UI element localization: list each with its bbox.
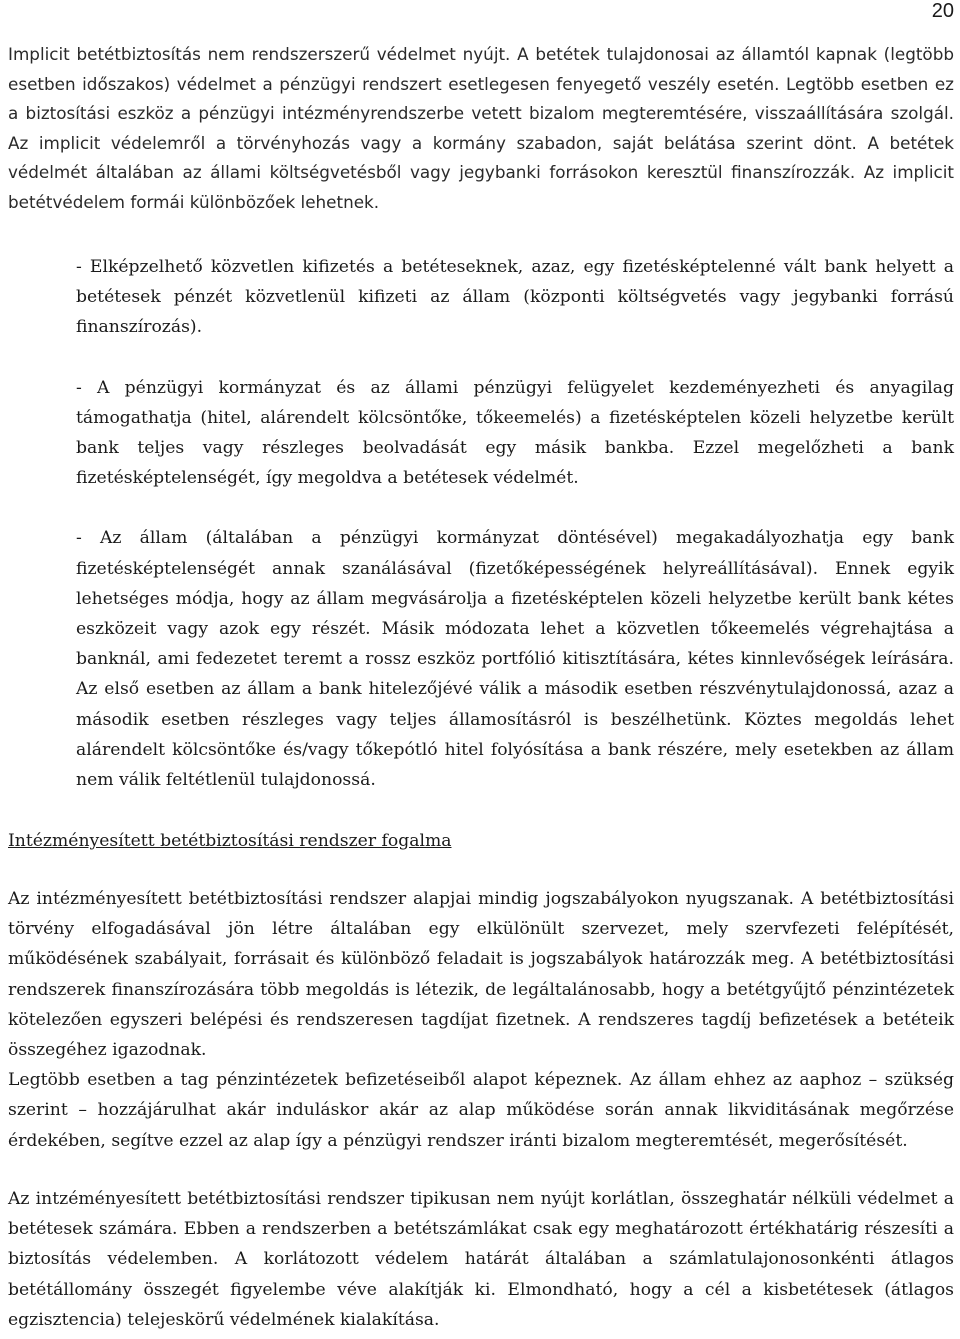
intro-section xyxy=(8,40,954,217)
definition-section xyxy=(8,884,954,1156)
list-item: - A pénzügyi kormányzat és az állami pénzügyi felügyelet kezdeményezheti és anyagilag támogathatja (hitel, alárendelt kölcsöntőke, tőkeemelés) a fizetésképtelen közeli helyzetbe került bank teljes vagy részleges beolvadását egy másik bankba. Ezzel megelőzheti a bank fizetésképtelenségét, így megoldva a betétesek védelmét. xyxy=(76,377,954,489)
list-item: - Az állam (általában a pénzügyi kormányzat döntésével) megakadályozhatja egy bank fizetésképtelenségét annak szanálásával (fizetőképességének helyreállításával). Ennek egyik lehetséges módja, hogy az állam megvásárolja a fizetésképtelen közeli helyzetbe került bank kétes eszközeit vagy azok egy részét. Másik módozata lehet a közvetlen tőkeemelés végrehajtása a banknál, ami fedezetet teremt a rossz eszköz portfólió kitisztítására, kétes kinnlevőségek leírására. Az első esetben az állam a bank hitelezőjévé válik a második esetben részvénytulajdonossá, azaz a második esetben részleges vagy teljes államosításról is beszélhetünk. Köztes megoldás lehet alárendelt kölcsöntőke és/vagy tőkepótló hitel folyósítása a bank részére, mely esetekben az állam nem válik feltétlenül tulajdonossá. xyxy=(76,528,954,791)
intro-paragraph: Implicit betétbiztosítás nem rendszerszerű védelmet nyújt. A betétek tulajdonosai az államtól kapnak (legtöbb esetben időszakos) védelmet a pénzügyi rendszert esetlegesen fenyegető veszély esetén. Legtöbb esetben ez a biztosítási eszköz a pénzügyi intézményrendszerbe vetett bizalom megteremtésére, visszaállítására szolgál. Az implicit védelemről a törvényhozás vagy a kormány szabadon, saját belátása szerint dönt. A betétek védelmét általában az állami költségvetésből vagy jegybanki forrásokon keresztül finanszírozzák. Az implicit betétvédelem formái különbözőek lehetnek. xyxy=(8,44,954,212)
body-paragraph: Az intzéményesített betétbiztosítási rendszer tipikusan nem nyújt korlátlan, összeghatár nélküli védelmet a betétesek számára. Ebben a rendszerben a betétszámlákat csak egy meghatározott értékhatárig részesíti a biztosítás védelemben. A korlátozott védelem határát általában a számlatulajonosonkénti átlagos betétállomány összegét figyelembe véve alakítják ki. Elmondható, hogy a cél a kisbetétesek (átlagos egzisztencia) telejeskörű védelmének kialakítása. xyxy=(8,1189,954,1330)
section-heading: Intézményesített betétbiztosítási rendszer fogalma xyxy=(8,831,452,851)
body-paragraph: Az intézményesített betétbiztosítási rendszer alapjai mindig jogszabályokon nyugszanak. A betétbiztosítási törvény elfogadásával jön létre általában egy elkülönült szervezet, mely szervfezeti felépítését, működésének szabályait, forrásait és különböző feladait is jogszabályok határozzák meg. A betétbiztosítási rendszerek finanszírozására több megoldás is létezik, de legáltalánosabb, hogy a betétgyűjtő pénzintézetek kötelezően egyszeri belépési és rendszeresen tagdíjat fizetnek. A rendszeres tagdíj befizetések a betéteik összegéhez igazodnak. xyxy=(8,889,954,1061)
body-paragraph: Legtöbb esetben a tag pénzintézetek befizetéseiből alapot képeznek. Az állam ehhez az aaphoz – szükség szerint – hozzájárulhat akár induláskor akár az alap működése során annak likviditásának megőrzése érdekében, segítve ezzel az alap így a pénzügyi rendszer iránti bizalom megteremtését, megerősítését. xyxy=(8,1070,954,1151)
page-number: 20 xyxy=(931,0,954,22)
list-item: - Elképzelhető közvetlen kifizetés a betéteseknek, azaz, egy fizetésképtelenné vált bank helyett a betétesek pénzét közvetlenül kifizeti az állam (központi költségvetés vagy jegybanki forrású finanszírozás). xyxy=(76,257,954,338)
limits-section xyxy=(8,1184,954,1335)
implicit-forms-list xyxy=(76,252,954,825)
